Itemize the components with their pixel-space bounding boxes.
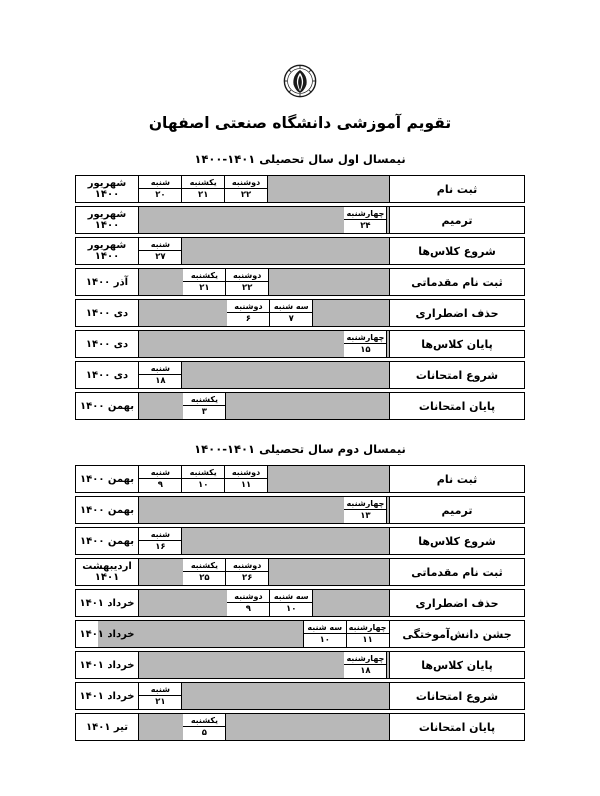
table-row bbox=[76, 714, 525, 741]
day-cell bbox=[269, 300, 313, 326]
day-number: ۲۲ bbox=[240, 189, 252, 200]
table-row bbox=[76, 300, 525, 327]
month-label: شهریور ۱۴۰۰ bbox=[76, 176, 139, 203]
table-row bbox=[76, 590, 525, 617]
event-label: حذف اضطراری bbox=[390, 590, 525, 617]
month-label: خرداد ۱۴۰۱ bbox=[76, 683, 139, 710]
day-name: چهارشنبه bbox=[344, 498, 386, 510]
month-label: بهمن ۱۴۰۰ bbox=[76, 466, 139, 493]
day-cell bbox=[181, 466, 225, 492]
day-number: ۱۵ bbox=[360, 344, 371, 355]
day-number: ۱۶ bbox=[155, 541, 166, 552]
table-row bbox=[76, 683, 525, 710]
day-strip bbox=[139, 621, 390, 648]
month-label: تیر ۱۴۰۱ bbox=[76, 714, 139, 741]
day-name: دوشنبه bbox=[227, 591, 269, 603]
day-strip bbox=[139, 528, 390, 555]
day-name: شنبه bbox=[139, 467, 181, 479]
day-strip bbox=[139, 559, 390, 586]
strip-fill-offset bbox=[139, 497, 344, 523]
table-row bbox=[76, 331, 525, 358]
month-label: اردیبهشت ۱۴۰۱ bbox=[76, 559, 139, 586]
day-strip bbox=[139, 238, 390, 265]
day-name: چهارشنبه bbox=[347, 622, 389, 634]
day-cell bbox=[182, 714, 226, 740]
day-number: ۱۸ bbox=[155, 375, 166, 386]
strip-fill-leading bbox=[269, 269, 389, 295]
day-number: ۱۳ bbox=[360, 510, 371, 521]
event-label: پایان امتحانات bbox=[390, 714, 525, 741]
day-cell bbox=[181, 176, 225, 202]
day-cell bbox=[343, 207, 387, 233]
day-number: ۲۱ bbox=[199, 282, 210, 293]
strip-fill-leading bbox=[269, 559, 389, 585]
day-strip bbox=[139, 590, 390, 617]
day-number: ۵ bbox=[201, 727, 207, 738]
term-title-2: نیمسال دوم سال تحصیلی ۱۴۰۱-۱۴۰۰ bbox=[194, 442, 406, 456]
day-name: چهارشنبه bbox=[344, 332, 386, 344]
day-name: شنبه bbox=[139, 684, 181, 696]
day-name: یکشنبه bbox=[182, 177, 224, 189]
university-emblem-icon bbox=[277, 58, 323, 104]
table-row bbox=[76, 559, 525, 586]
day-name: دوشنبه bbox=[227, 301, 269, 313]
day-cell bbox=[225, 559, 269, 585]
table-row bbox=[76, 621, 525, 648]
calendar-table-term-1 bbox=[75, 175, 525, 420]
day-strip bbox=[139, 207, 390, 234]
day-strip bbox=[139, 466, 390, 493]
day-name: چهارشنبه bbox=[344, 208, 386, 220]
strip-fill-leading bbox=[226, 393, 389, 419]
day-name: شنبه bbox=[139, 177, 181, 189]
page-title: تقویم آموزشی دانشگاه صنعتی اصفهان bbox=[148, 114, 452, 132]
day-name: یکشنبه bbox=[183, 715, 225, 727]
event-label: ثبت نام مقدماتی bbox=[390, 269, 525, 296]
term-title-1: نیمسال اول سال تحصیلی ۱۴۰۱-۱۴۰۰ bbox=[194, 152, 406, 166]
table-row bbox=[76, 466, 525, 493]
day-name: سه شنبه bbox=[304, 622, 346, 634]
day-number: ۲۴ bbox=[360, 220, 371, 231]
day-strip bbox=[139, 269, 390, 296]
day-number: ۱۱ bbox=[240, 479, 252, 490]
day-number: ۷ bbox=[288, 313, 294, 324]
table-row bbox=[76, 176, 525, 203]
month-label: بهمن ۱۴۰۰ bbox=[76, 393, 139, 420]
day-cell bbox=[224, 466, 268, 492]
month-label: دی ۱۴۰۰ bbox=[76, 331, 139, 358]
table-row bbox=[76, 238, 525, 265]
day-name: شنبه bbox=[139, 363, 181, 375]
day-number: ۹ bbox=[157, 479, 163, 490]
day-number: ۱۰ bbox=[319, 634, 330, 645]
month-label: بهمن ۱۴۰۰ bbox=[76, 528, 139, 555]
day-cell bbox=[343, 652, 387, 678]
day-name: دوشنبه bbox=[226, 560, 268, 572]
day-cell bbox=[343, 497, 387, 523]
day-cell bbox=[138, 683, 182, 709]
day-name: شنبه bbox=[139, 529, 181, 541]
day-name: دوشنبه bbox=[225, 467, 267, 479]
table-row bbox=[76, 393, 525, 420]
day-cell bbox=[224, 176, 268, 202]
table-row bbox=[76, 497, 525, 524]
event-label: پایان کلاس‌ها bbox=[390, 331, 525, 358]
day-cell bbox=[269, 590, 313, 616]
day-name: چهارشنبه bbox=[344, 653, 386, 665]
event-label: شروع کلاس‌ها bbox=[390, 528, 525, 555]
event-label: شروع امتحانات bbox=[390, 362, 525, 389]
strip-fill-leading bbox=[313, 590, 389, 616]
strip-fill-offset bbox=[139, 300, 227, 326]
day-number: ۲۱ bbox=[155, 696, 166, 707]
day-number: ۱۱ bbox=[362, 634, 373, 645]
event-label: پایان کلاس‌ها bbox=[390, 652, 525, 679]
month-label: شهریور ۱۴۰۰ bbox=[76, 238, 139, 265]
strip-fill-offset bbox=[139, 331, 344, 357]
day-strip bbox=[139, 393, 390, 420]
day-name: دوشنبه bbox=[226, 270, 268, 282]
event-label: شروع امتحانات bbox=[390, 683, 525, 710]
event-label: شروع کلاس‌ها bbox=[390, 238, 525, 265]
day-cell bbox=[138, 176, 182, 202]
month-label: بهمن ۱۴۰۰ bbox=[76, 497, 139, 524]
month-label: خرداد ۱۴۰۱ bbox=[76, 621, 139, 648]
day-cell bbox=[346, 621, 390, 647]
day-cell bbox=[225, 269, 269, 295]
strip-fill-leading bbox=[182, 362, 389, 388]
day-number: ۲۲ bbox=[242, 282, 253, 293]
day-strip bbox=[139, 652, 390, 679]
table-row bbox=[76, 362, 525, 389]
day-cell bbox=[138, 466, 182, 492]
day-cell bbox=[182, 269, 226, 295]
month-label: دی ۱۴۰۰ bbox=[76, 300, 139, 327]
strip-fill-offset bbox=[139, 714, 183, 740]
day-cell bbox=[226, 590, 270, 616]
strip-fill-offset bbox=[139, 590, 227, 616]
day-cell bbox=[138, 362, 182, 388]
day-number: ۶ bbox=[245, 313, 251, 324]
day-cell bbox=[182, 559, 226, 585]
day-strip bbox=[139, 300, 390, 327]
event-label: ثبت نام bbox=[390, 176, 525, 203]
day-name: سه شنبه bbox=[270, 301, 312, 313]
day-number: ۱۰ bbox=[198, 479, 209, 490]
strip-fill-offset bbox=[139, 269, 183, 295]
day-number: ۲۵ bbox=[199, 572, 210, 583]
day-number: ۲۰ bbox=[155, 189, 166, 200]
strip-fill-offset bbox=[139, 207, 344, 233]
event-label: ثبت نام مقدماتی bbox=[390, 559, 525, 586]
strip-fill-offset bbox=[139, 559, 183, 585]
day-number: ۳ bbox=[201, 406, 207, 417]
strip-fill-leading bbox=[267, 176, 389, 202]
calendar-table-term-2 bbox=[75, 465, 525, 741]
day-number: ۱۸ bbox=[360, 665, 371, 676]
strip-fill-leading bbox=[182, 238, 389, 264]
day-number: ۹ bbox=[245, 603, 251, 614]
day-strip bbox=[139, 176, 390, 203]
month-label: آذر ۱۴۰۰ bbox=[76, 269, 139, 296]
day-strip bbox=[139, 331, 390, 358]
table-row bbox=[76, 207, 525, 234]
table-row bbox=[76, 652, 525, 679]
month-label: خرداد ۱۴۰۱ bbox=[76, 652, 139, 679]
day-strip bbox=[139, 714, 390, 741]
strip-fill-leading bbox=[226, 714, 389, 740]
day-name: یکشنبه bbox=[183, 270, 225, 282]
day-cell bbox=[303, 621, 347, 647]
strip-fill-offset bbox=[139, 652, 344, 678]
event-label: ثبت نام bbox=[390, 466, 525, 493]
day-cell bbox=[226, 300, 270, 326]
strip-fill-leading bbox=[267, 466, 389, 492]
event-label: ترمیم bbox=[390, 497, 525, 524]
day-number: ۲۶ bbox=[242, 572, 253, 583]
day-number: ۲۱ bbox=[198, 189, 209, 200]
event-label: ترمیم bbox=[390, 207, 525, 234]
month-label: دی ۱۴۰۰ bbox=[76, 362, 139, 389]
month-label: شهریور ۱۴۰۰ bbox=[76, 207, 139, 234]
day-name: سه شنبه bbox=[270, 591, 312, 603]
day-name: شنبه bbox=[139, 239, 181, 251]
event-label: حذف اضطراری bbox=[390, 300, 525, 327]
strip-fill-offset bbox=[139, 393, 183, 419]
strip-fill-leading bbox=[182, 683, 389, 709]
day-cell bbox=[343, 331, 387, 357]
day-strip bbox=[139, 683, 390, 710]
day-cell bbox=[138, 238, 182, 264]
day-name: یکشنبه bbox=[183, 394, 225, 406]
day-cell bbox=[138, 528, 182, 554]
day-strip bbox=[139, 362, 390, 389]
day-number: ۲۷ bbox=[155, 251, 166, 262]
table-row bbox=[76, 528, 525, 555]
table-row bbox=[76, 269, 525, 296]
day-cell bbox=[182, 393, 226, 419]
day-number: ۱۰ bbox=[286, 603, 297, 614]
day-name: یکشنبه bbox=[183, 560, 225, 572]
day-name: یکشنبه bbox=[182, 467, 224, 479]
strip-fill-leading bbox=[182, 528, 389, 554]
event-label: پایان امتحانات bbox=[390, 393, 525, 420]
month-label: خرداد ۱۴۰۱ bbox=[76, 590, 139, 617]
strip-fill-leading bbox=[313, 300, 389, 326]
day-name: دوشنبه bbox=[225, 177, 267, 189]
day-strip bbox=[139, 497, 390, 524]
event-label: جشن دانش‌آموختگی bbox=[390, 621, 525, 648]
